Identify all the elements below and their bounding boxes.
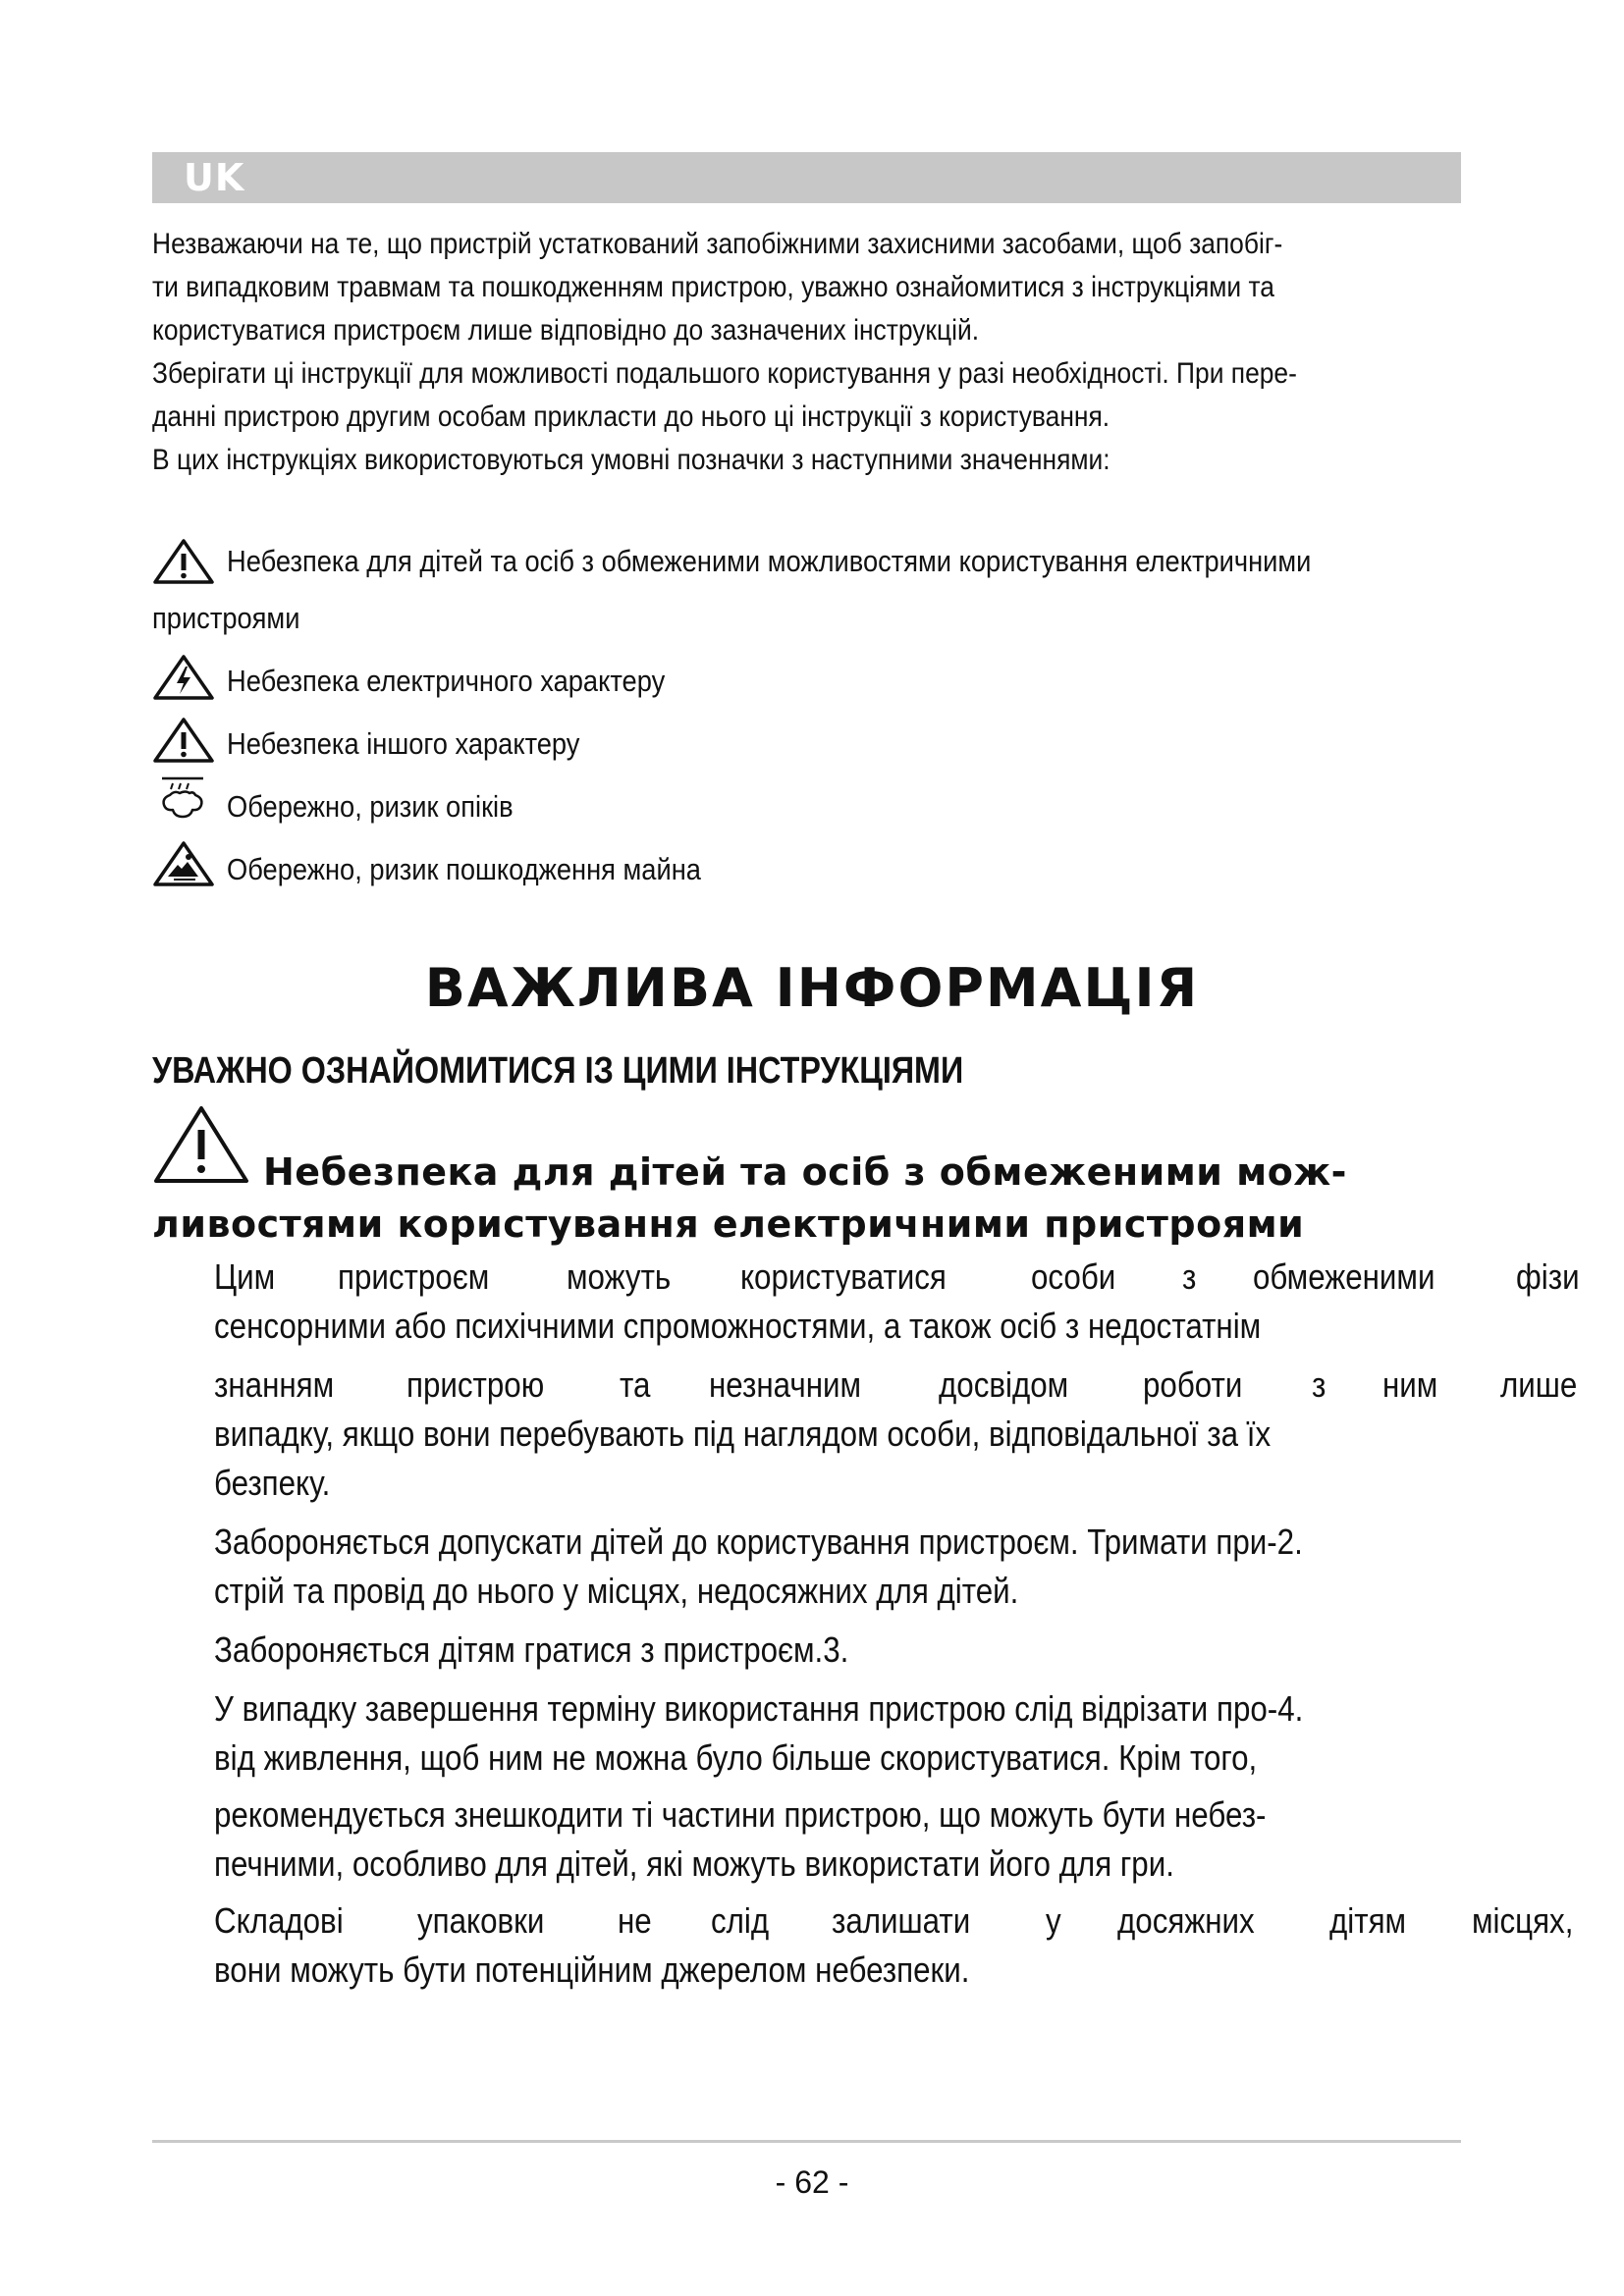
word: знанням — [214, 1364, 335, 1405]
paragraph-line — [214, 1896, 1589, 1946]
danger-heading-line: ливостями користування електричними пристроями — [152, 1202, 1305, 1246]
word: обмеженими — [1252, 1256, 1435, 1297]
word: упаковки — [416, 1900, 544, 1941]
paragraph-line: безпеку. — [214, 1463, 331, 1503]
legend-text-continuation: пристроями — [152, 601, 300, 635]
electric-hazard-icon — [152, 654, 215, 713]
paragraph-line: Забороняється дітям гратися з пристроєм.3. — [214, 1629, 849, 1670]
word: користуватися — [739, 1256, 947, 1297]
legend-text: Небезпека електричного характеру — [227, 664, 666, 698]
legend-text: Обережно, ризик пошкодження майна — [227, 852, 701, 886]
intro-line: Незважаючи на те, що пристрій устаткований запобіжними захисними засобами, щоб запобіг- — [152, 228, 1283, 260]
paragraph-line: стрій та провід до нього у місцях, недосяжних для дітей. — [214, 1571, 1019, 1611]
word: місцях, — [1472, 1900, 1574, 1941]
word: можуть — [566, 1256, 671, 1297]
paragraph-line: Забороняється допускати дітей до користування пристроєм. Тримати при-2. — [214, 1522, 1303, 1562]
hot-surface-icon — [152, 774, 215, 834]
word: фізи — [1515, 1256, 1580, 1297]
paragraph-line: вони можуть бути потенційним джерелом небезпеки. — [214, 1949, 970, 1990]
word: ним — [1381, 1364, 1437, 1405]
word: залишати — [832, 1900, 971, 1941]
word: пристрою — [406, 1364, 545, 1405]
word: з — [1311, 1364, 1326, 1405]
word: досвідом — [939, 1364, 1069, 1405]
word: дітям — [1328, 1900, 1407, 1941]
section-subtitle: УВАЖНО ОЗНАЙОМИТИСЯ ІЗ ЦИМИ ІНСТРУКЦІЯМИ — [152, 1050, 964, 1092]
property-damage-icon — [152, 840, 215, 899]
word: лише — [1499, 1364, 1578, 1405]
word: досяжних — [1117, 1900, 1255, 1941]
paragraph-line: рекомендується знешкодити ті частини пристрою, що можуть бути небез- — [214, 1794, 1267, 1835]
paragraph-line: сенсорними або психічними спроможностями, а також осіб з недостатнім — [214, 1306, 1262, 1346]
word: слід — [710, 1900, 770, 1941]
paragraph-line: випадку, якщо вони перебувають під наглядом особи, відповідальної за їх — [214, 1414, 1272, 1454]
word: Складові — [214, 1900, 344, 1941]
intro-line: ти випадковим травмам та пошкодженням пристрою, уважно ознайомитися з інструкціями та — [152, 271, 1274, 303]
word: у — [1045, 1900, 1061, 1941]
paragraph-line — [214, 1253, 1589, 1302]
footer-divider — [152, 2140, 1461, 2143]
legend-text: Небезпека іншого характеру — [227, 726, 580, 761]
warning-triangle-icon — [152, 538, 215, 597]
intro-paragraph — [152, 223, 1310, 482]
warning-triangle-icon — [152, 717, 215, 775]
intro-line: данні пристрою другим особам прикласти до нього ці інструкції з користування. — [152, 400, 1110, 433]
word: особи — [1030, 1256, 1116, 1297]
language-label: UK — [184, 156, 245, 199]
word: роботи — [1142, 1364, 1242, 1405]
paragraph-line: від живлення, щоб ним не можна було більше скористуватися. Крім того, — [214, 1737, 1258, 1778]
paragraph-line: печними, особливо для дітей, які можуть використати його для гри. — [214, 1843, 1174, 1884]
legend-text: Обережно, ризик опіків — [227, 789, 514, 824]
word: не — [617, 1900, 652, 1941]
word: пристроєм — [338, 1256, 490, 1297]
page-title: ВАЖЛИВА ІНФОРМАЦІЯ — [424, 957, 1200, 1019]
page-number: - 62 - — [775, 2164, 849, 2200]
language-header-bar — [152, 152, 1461, 203]
intro-line: В цих інструкціях використовуються умовні позначки з наступними значеннями: — [152, 444, 1110, 476]
word: та — [619, 1364, 651, 1405]
word: Цим — [214, 1256, 276, 1297]
danger-heading — [152, 1147, 1488, 1251]
word: незначним — [709, 1364, 862, 1405]
paragraph-line — [214, 1361, 1589, 1410]
danger-heading-line: Небезпека для дітей та осіб з обмеженими мож- — [263, 1150, 1347, 1194]
paragraph-line: У випадку завершення терміну використання пристрою слід відрізати про-4. — [214, 1688, 1304, 1729]
legend-text: Небезпека для дітей та осіб з обмеженими можливостями користування електричними — [227, 544, 1312, 578]
word: з — [1182, 1256, 1197, 1297]
intro-line: користуватися пристроєм лише відповідно до зазначених інструкцій. — [152, 314, 980, 347]
intro-line: Зберігати ці інструкції для можливості подальшого користування у разі необхідності. При пере- — [152, 357, 1297, 390]
